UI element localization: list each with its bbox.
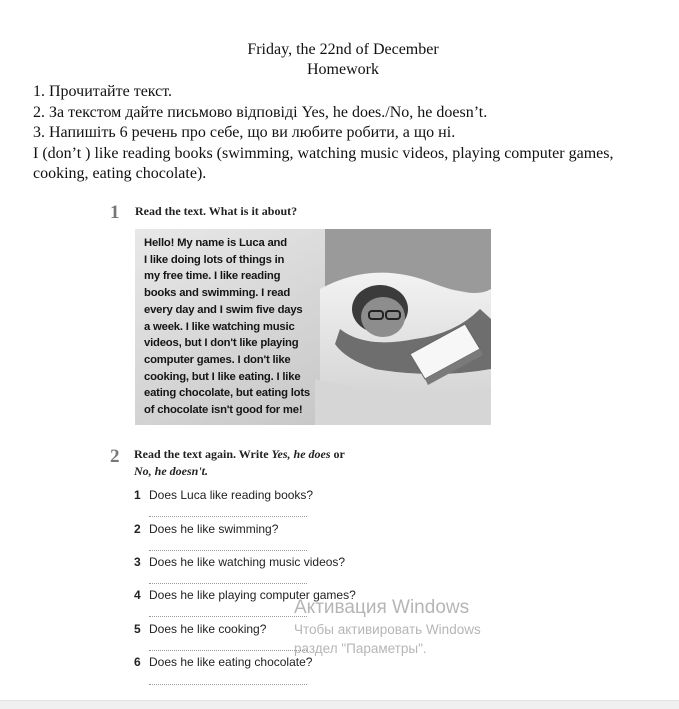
answer-line-1[interactable]: [149, 516, 307, 517]
exercise-2-title-italic: No, he doesn't.: [134, 464, 209, 478]
instruction-example: I (don’t ) like reading books (swimming, watching music videos, playing computer games, cooking, eating chocolate).: [33, 144, 614, 182]
question-text: Does he like eating chocolate?: [149, 655, 313, 669]
reading-text-line: cooking, but I like eating. I like: [144, 370, 301, 383]
watermark-text: Чтобы активировать Windows: [294, 622, 481, 637]
answer-line-6[interactable]: [149, 684, 307, 685]
question-text: Does he like swimming?: [149, 522, 279, 536]
reading-text-line: eating chocolate, but eating lots: [144, 387, 311, 400]
header-title: Homework: [307, 61, 379, 78]
question-number: 5: [134, 622, 141, 636]
watermark-text: раздел "Параметры".: [294, 641, 427, 656]
reading-text-line: my free time. I like reading: [144, 270, 281, 283]
question-text: Does he like cooking?: [149, 622, 267, 636]
exercise-2-title: [134, 446, 345, 480]
reading-text-line: of chocolate isn't good for me!: [144, 404, 303, 417]
header-date: Friday, the 22nd of December: [247, 41, 439, 58]
header: [0, 40, 679, 80]
exercise-1-number: 1: [110, 202, 120, 223]
question-number: 6: [134, 655, 141, 669]
reading-text-line: computer games. I don't like: [144, 353, 291, 366]
instruction-1: 1. Прочитайте текст.: [33, 83, 173, 100]
question-text: Does Luca like reading books?: [149, 488, 314, 502]
reading-text-line: Hello! My name is Luca and: [144, 237, 287, 249]
question-number: 3: [134, 555, 141, 569]
question-5: [134, 622, 266, 636]
answer-line-5[interactable]: [149, 650, 307, 651]
answer-line-4[interactable]: [149, 616, 307, 617]
question-text: Does he like playing computer games?: [149, 588, 356, 602]
instructions: [33, 82, 673, 185]
reading-text-line: videos, but I don't like playing: [144, 337, 299, 350]
instruction-3: 3. Напишіть 6 речень про себе, що ви любите робити, а що ні.: [33, 124, 456, 141]
reading-text-line: books and swimming. I read: [144, 287, 291, 300]
reading-text-line: a week. I like watching music: [144, 320, 295, 333]
question-number: 4: [134, 588, 141, 602]
instruction-2: 2. За текстом дайте письмово відповіді Yes, he does./No, he doesn’t.: [33, 103, 488, 121]
reading-text-line: I like doing lots of things in: [144, 253, 285, 266]
watermark-title: Активация Windows: [294, 597, 470, 618]
question-3: [134, 555, 345, 569]
windows-activation-watermark: [294, 596, 481, 658]
question-6: [134, 655, 312, 669]
answer-line-3[interactable]: [149, 583, 307, 584]
question-text: Does he like watching music videos?: [149, 555, 346, 569]
answer-line-2[interactable]: [149, 550, 307, 551]
reading-text: [144, 235, 334, 419]
question-number: 2: [134, 522, 141, 536]
question-1: [134, 488, 313, 502]
exercise-2-title-italic: Yes, he does: [271, 447, 331, 461]
exercise-2-number: 2: [110, 446, 120, 467]
exercise-2-title-text: or: [330, 447, 345, 461]
exercise-2-title-text: Read the text again. Write: [134, 447, 272, 461]
question-2: [134, 522, 278, 536]
exercise-1-title: Read the text. What is it about?: [135, 204, 298, 218]
reading-photo: [135, 229, 491, 425]
reading-text-line: every day and I swim five days: [144, 303, 303, 316]
question-number: 1: [134, 488, 141, 502]
